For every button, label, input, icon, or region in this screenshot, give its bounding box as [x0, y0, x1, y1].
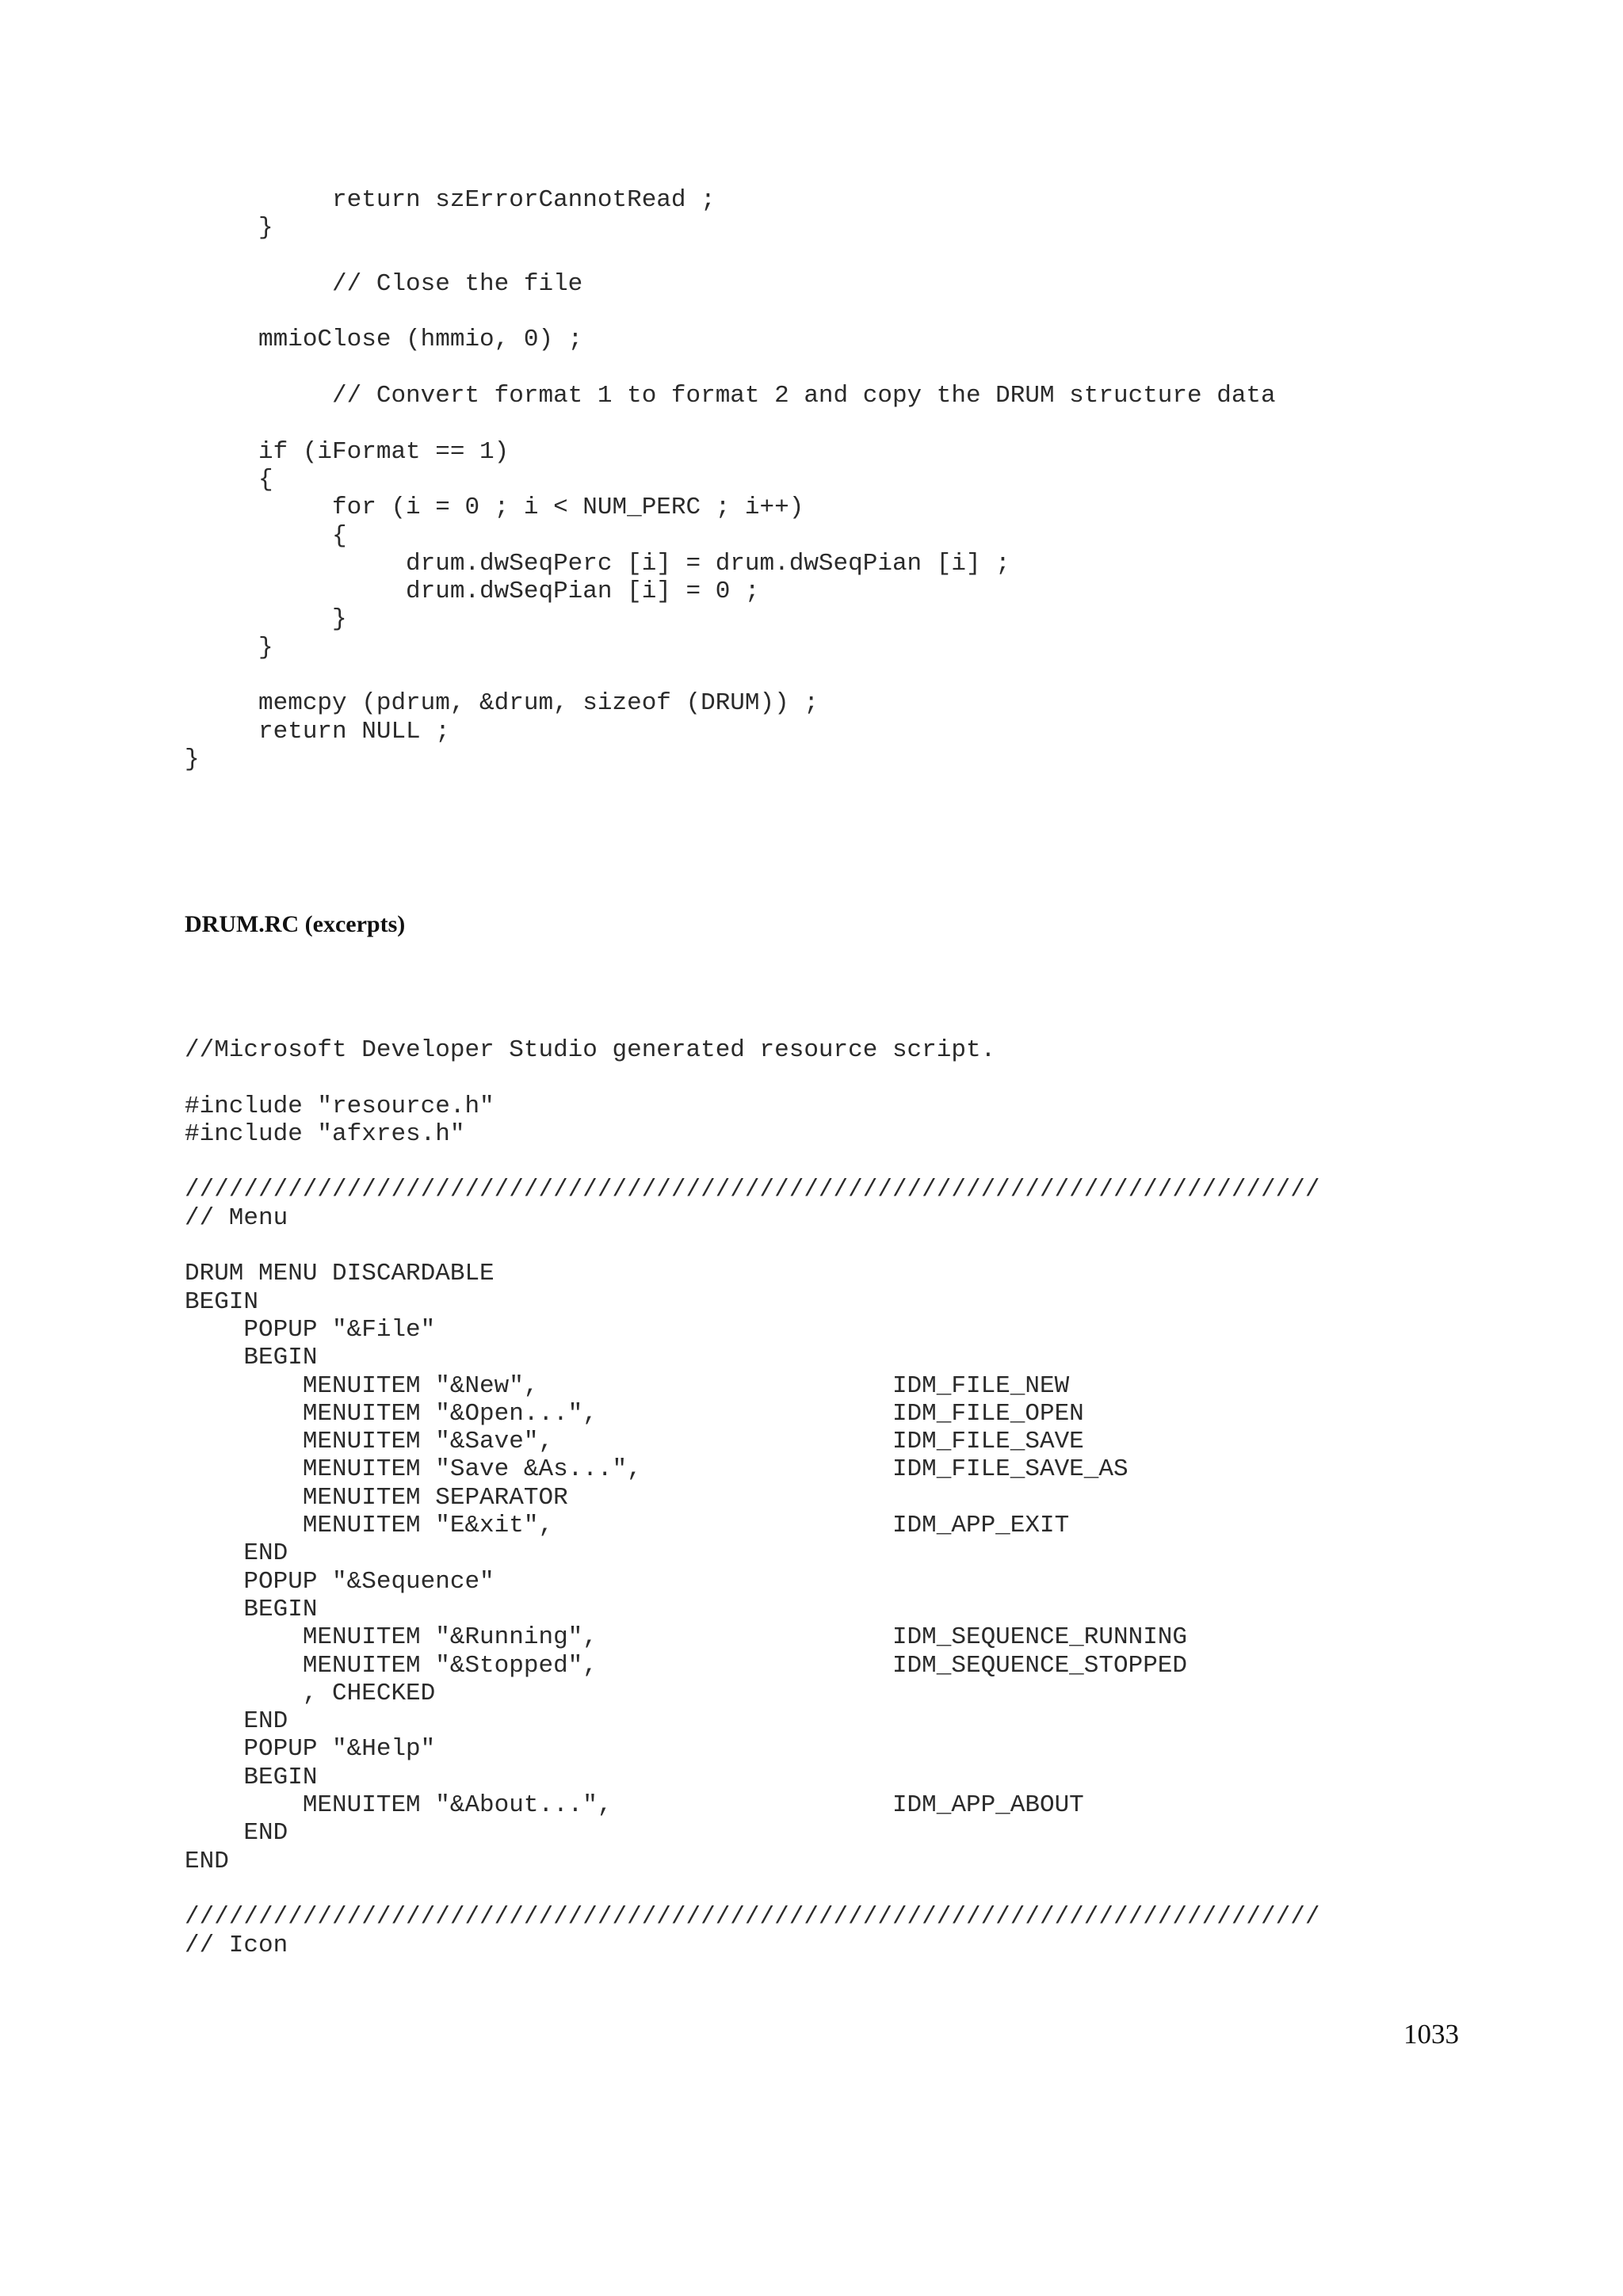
- section-heading: DRUM.RC (excerpts): [185, 911, 406, 937]
- code-listing-drum-rc: //Microsoft Developer Studio generated resource script. #include "resource.h" #include "afxres.h" ///////////////////////////////////////////////////////////////////////////// // Menu DRUM MENU DISCARDABLE BEGIN POPUP "&File" BEGIN MENUITEM "&New", IDM_FILE_NEW MENUITEM "&Open...", IDM_FILE_OPEN MENUITEM "&Save", IDM_FILE_SAVE MENUITEM "Save &As...", IDM_FILE_SAVE_AS MENUITEM SEPARATOR MENUITEM "E&xit", IDM_APP_EXIT END POPUP "&Sequence" BEGIN MENUITEM "&Running", IDM_SEQUENCE_RUNNING MENUITEM "&Stopped", IDM_SEQUENCE_STOPPED , CHECKED END POPUP "&Help" BEGIN MENUITEM "&About...", IDM_APP_ABOUT END END ///////////////////////////////////////////////////////////////////////////// // Icon: [185, 1036, 1320, 1959]
- page-number: 1033: [1403, 2019, 1459, 2050]
- code-listing-drumfile-end: return szErrorCannotRead ; } // Close the file mmioClose (hmmio, 0) ; // Convert format 1 to format 2 and copy the DRUM structure data if (iFormat == 1) { for (i = 0 ; i < NUM_PERC ; i++) { drum.dwSeqPerc [i] = drum.dwSeqPian [i] ; drum.dwSeqPian [i] = 0 ; } } memcpy (pdrum, &drum, sizeof (DRUM)) ; return NULL ; }: [185, 186, 1276, 773]
